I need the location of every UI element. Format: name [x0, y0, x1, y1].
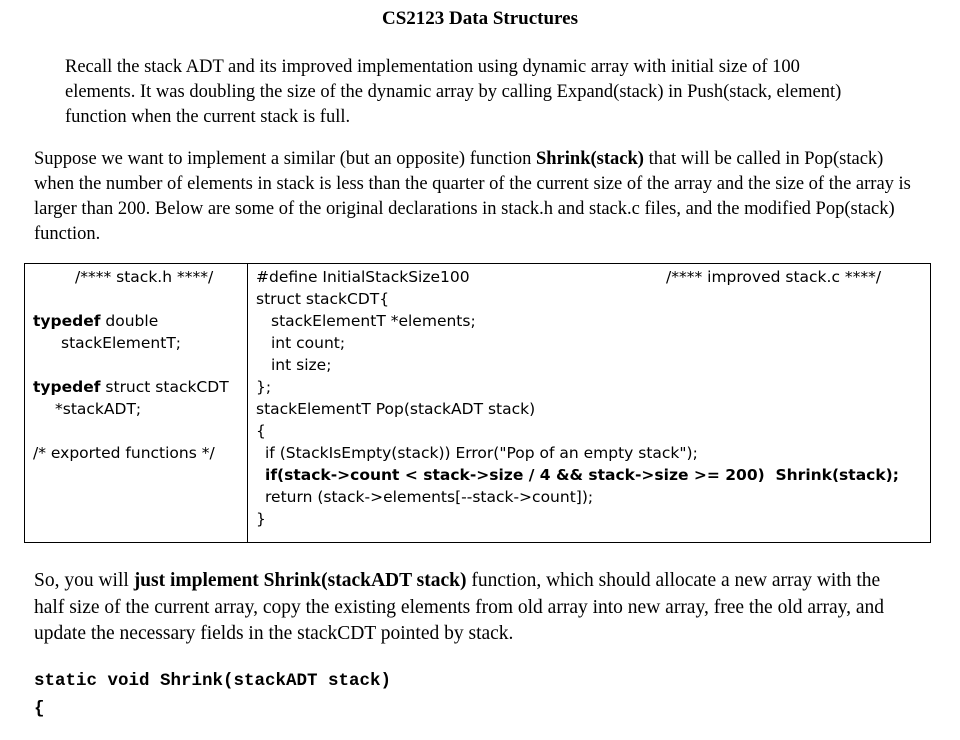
shrink-open-brace: {: [34, 699, 45, 719]
task-text-part2: function, which should allocate a new array with the half size of the current array, copy the existing elements from old array into new array, free the old array, and update the necessary fields in the stackCDT pointed by stack.: [34, 570, 885, 644]
typedef-struct-line: [33, 377, 229, 397]
pop-close-brace: }: [256, 510, 266, 528]
task-text-bold: just implement Shrink(stackADT stack): [133, 570, 467, 591]
exported-functions-comment: /* exported functions */: [33, 444, 215, 462]
return-line: return (stack->elements[--stack->count]);: [265, 488, 594, 506]
typedef-struct-rest: struct stackCDT: [100, 378, 229, 396]
problem-text-after: that will be called in Pop(stack) when the number of elements in stack is less than the quarter of the current size of the array and the size of the array is larger than 200. Below are some of the original declarations in stack.h and stack.c files, and the modified Pop(stack) function.: [34, 149, 911, 244]
field-size-line: int size;: [271, 356, 332, 374]
field-elements-line: stackElementT *elements;: [271, 312, 476, 330]
shrink-check-line: if(stack->count < stack->size / 4 && stack->size >= 200) Shrink(stack);: [265, 466, 899, 484]
pop-open-brace: {: [256, 422, 266, 440]
task-text-part1: So, you will: [34, 570, 134, 591]
typedef-keyword: typedef: [33, 378, 101, 396]
stack-c-header: /**** improved stack.c ****/: [666, 268, 882, 286]
intro-paragraph: Recall the stack ADT and its improved implementation using dynamic array with initial size of 100 elements. It was doubling the size of the dynamic array by calling Expand(stack) in Push(stack, element) function when the current stack is full.: [65, 57, 842, 127]
typedef-double-line: [33, 311, 158, 331]
problem-paragraph: [34, 147, 914, 247]
typedef-double-continuation: stackElementT;: [61, 334, 182, 352]
typedef-struct-continuation: *stackADT;: [55, 400, 142, 418]
task-paragraph: [34, 568, 914, 648]
empty-check-line: if (StackIsEmpty(stack)) Error("Pop of an empty stack");: [265, 444, 698, 462]
typedef-double-rest: double: [100, 312, 159, 330]
stack-h-header: /**** stack.h ****/: [75, 268, 214, 286]
pop-signature-line: stackElementT Pop(stackADT stack): [256, 400, 536, 418]
define-line: #define InitialStackSize100: [256, 268, 470, 286]
page-title: CS2123 Data Structures: [382, 8, 578, 29]
code-table: [24, 263, 931, 543]
struct-open-line: struct stackCDT{: [256, 290, 390, 308]
column-divider: [247, 264, 248, 542]
shrink-function-signature: static void Shrink(stackADT stack): [34, 671, 392, 691]
problem-text-bold: Shrink(stack): [535, 149, 644, 169]
struct-close-line: };: [256, 378, 272, 396]
field-count-line: int count;: [271, 334, 346, 352]
typedef-keyword: typedef: [33, 312, 101, 330]
problem-text-before: Suppose we want to implement a similar (but an opposite) function: [34, 149, 536, 169]
